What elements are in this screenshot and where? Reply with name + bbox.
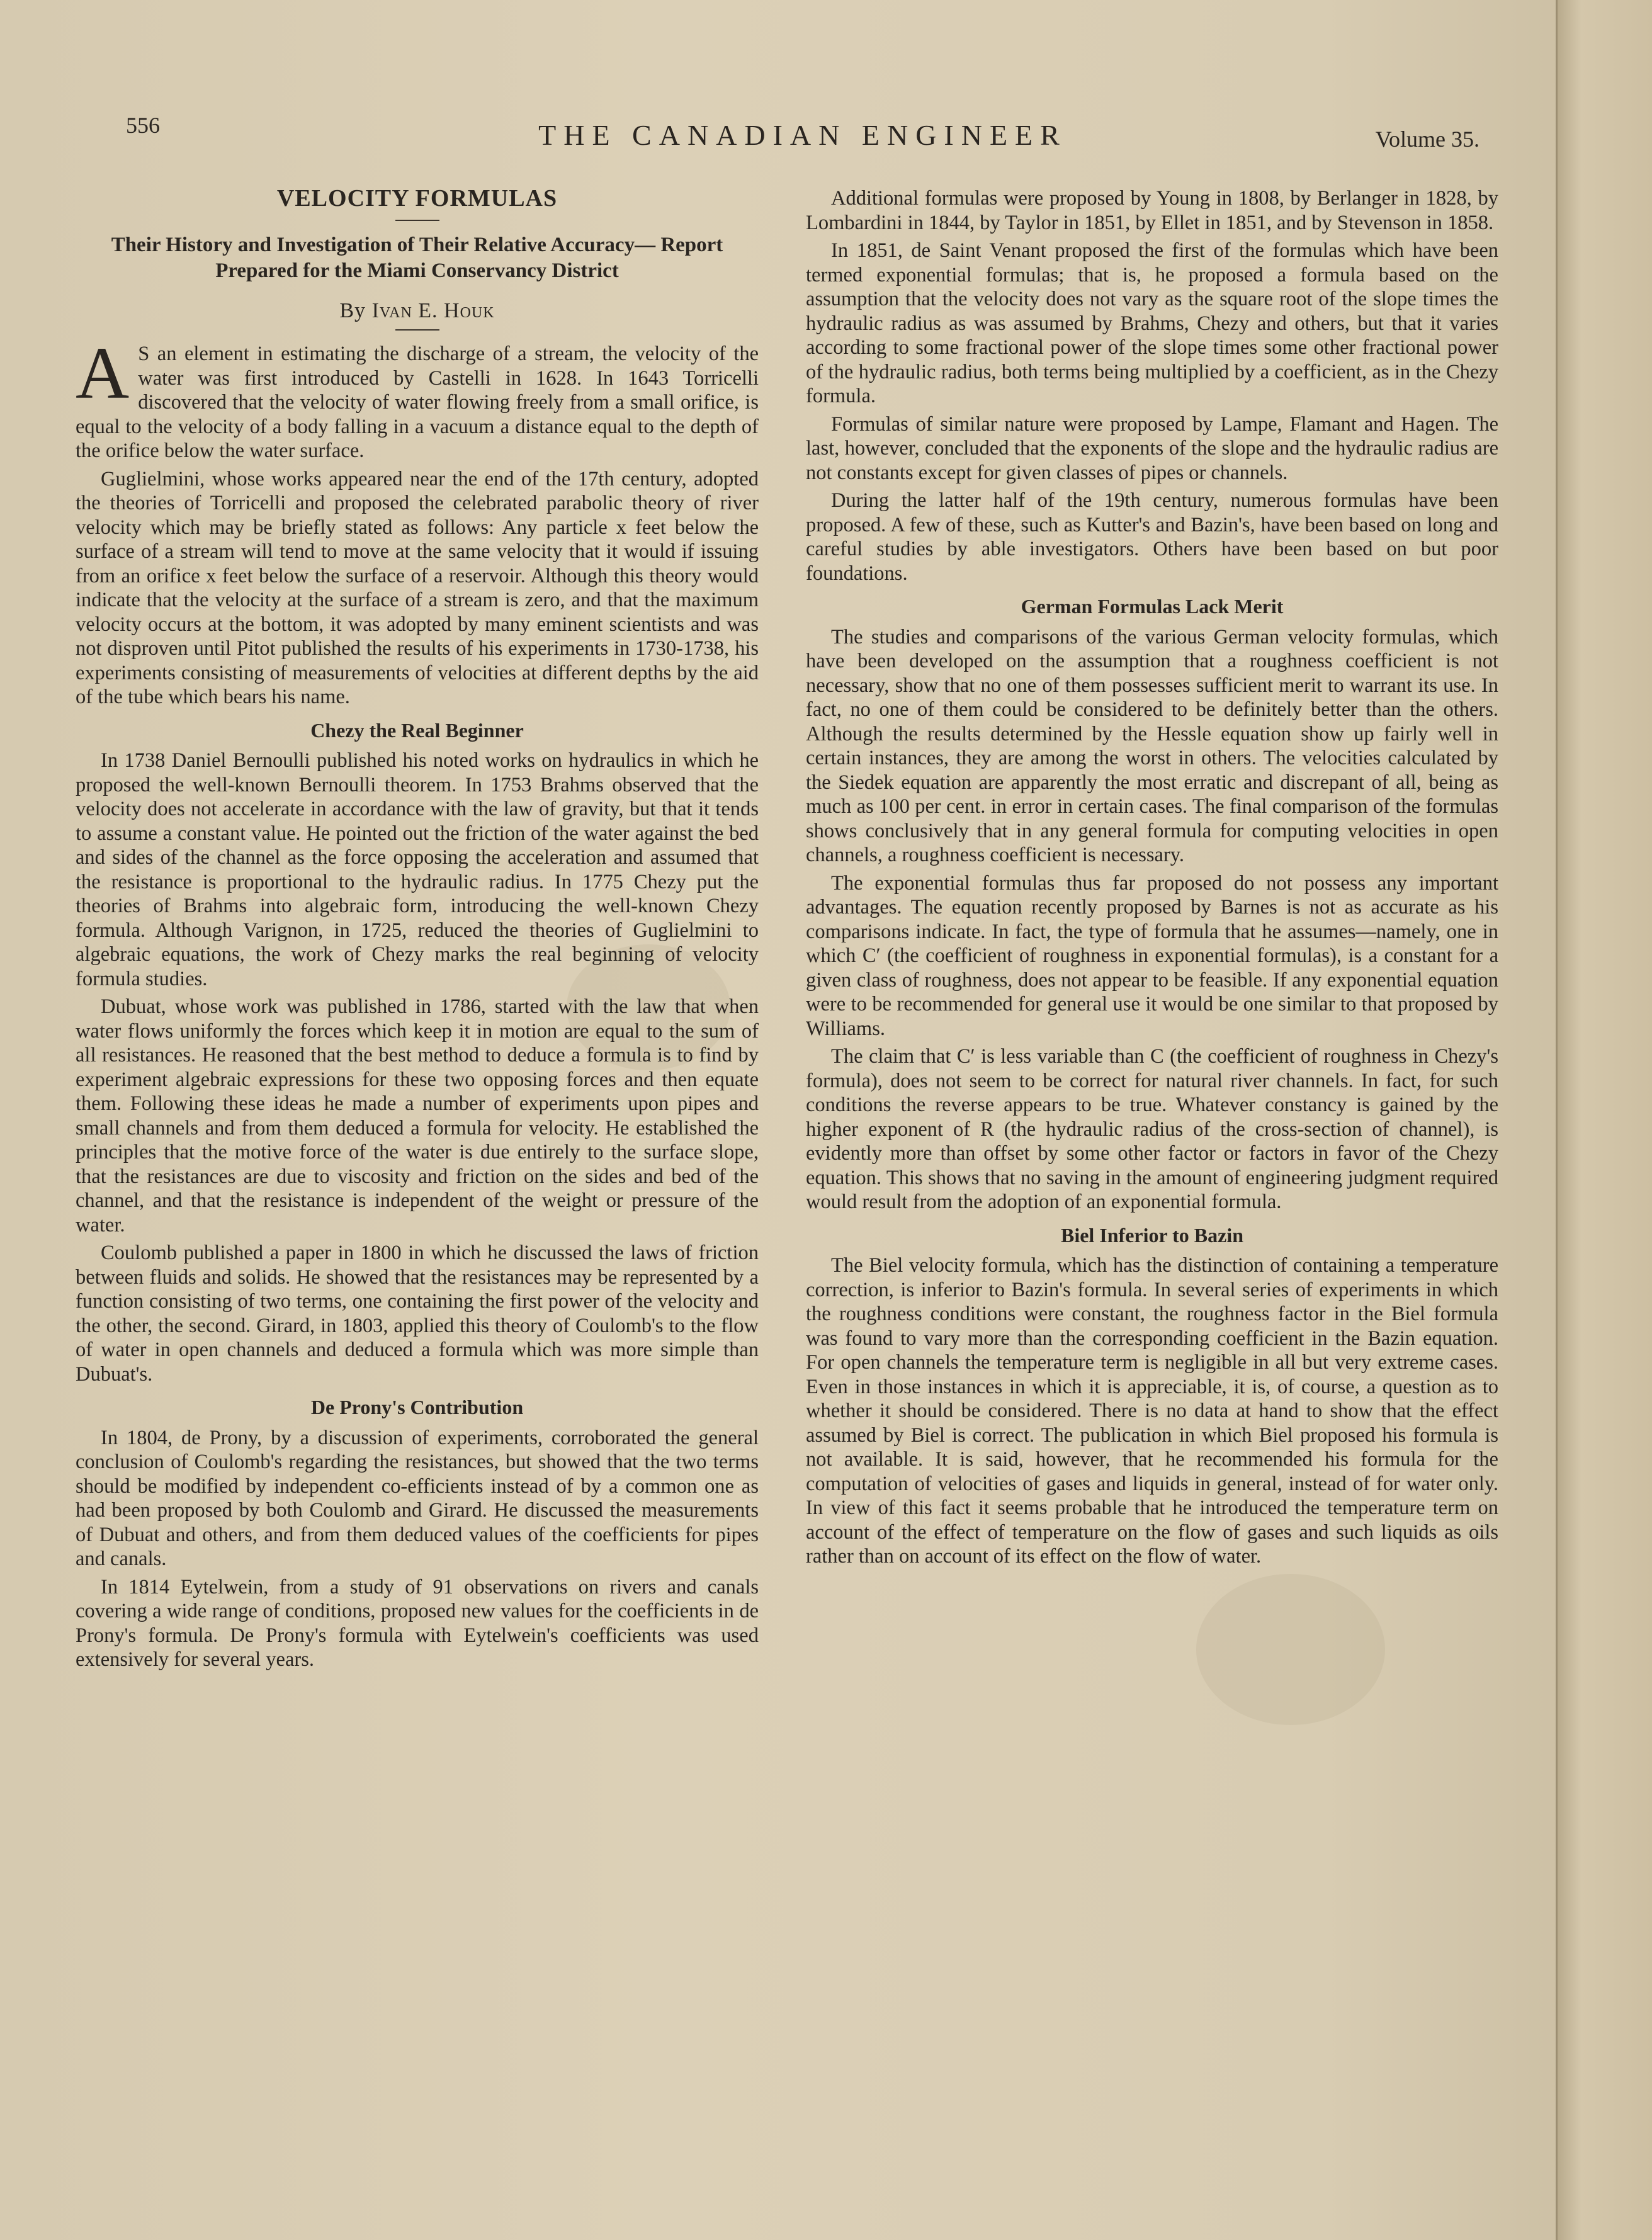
byline-rule [395,329,439,331]
paragraph-biel: The Biel velocity formula, which has the distinction of containing a temperature correction, is inferior to Bazin's formula. In several series of experiments in which the roughness conditions were constant, the roughness factor in the Biel formula was found to vary more than the corresponding coefficient in the Bazin equation. For open channels the temperature term is negligible in all but very extreme cases. Even in those instances in which it is appreciable, it is, of course, a question as to whether it should be considered. There is no data at hand to show that the effect assumed by Biel is correct. The publication in which Biel proposed his formula is not available. It is said, however, that he recommended his formula for the computation of velocities of gases and liquids in general, instead of for water only. In view of this fact it seems probable that he introduced the temperature term on account of the effect of temperature on the flow of gases and such liquids as oils rather than on account of its effect on the flow of water. [806,1254,1498,1568]
paragraph-saint-venant: In 1851, de Saint Venant proposed the first of the formulas which have been termed exponential formulas; that is, he proposed a formula based on the assumption that the velocity does not vary as the square root of the slope times the hydraulic radius as was assumed by Brahms, Chezy and others, but that it varies according to some fractional power of the slope times some other fractional power of the hydraulic radius, both terms being multiplied by a coefficient, as in the Chezy formula. [806,239,1498,407]
byline-by: By [339,298,366,322]
paragraph-claim: The claim that C′ is less variable than C (the coefficient of roughness in Chezy's formula), does not seem to be correct for natural river channels. In fact, for such conditions the reverse appears to be true. Whatever constancy is gained by the higher exponent of R (the hydraulic radius of the cross-section of channel), is evidently more than offset by some other factor or factors in favor of the Chezy equation. This shows that no saving in the amount of engineering judgment required would result from the adoption of an exponential formula. [806,1045,1498,1213]
section-heading-german: German Formulas Lack Merit [1021,595,1284,618]
paragraph-prony: In 1804, de Prony, by a discussion of experiments, corroborated the general conclusion of Coulomb's regarding the resistances, but showed that the two terms should be modified by independent co-efficients instead of by a common one as had been proposed by both Coulomb and Girard. He discussed the measurements of Dubuat and others, and from them deduced values of the coefficients for pipes and canals. [76,1426,759,1570]
title-rule [395,220,439,221]
left-column [76,186,759,1676]
article-byline [76,299,759,324]
paper-stain [1196,1574,1385,1725]
paragraph-lampe: Formulas of similar nature were proposed by Lampe, Flamant and Hagen. The last, however, concluded that the exponents of the slope and the hydraulic radius are not constants except for given classes of pipes or channels. [806,412,1498,484]
article-title: VELOCITY FORMULAS [276,185,558,212]
drop-cap: A [76,332,130,414]
section-heading-biel: Biel Inferior to Bazin [1060,1223,1244,1247]
page-header [126,112,1479,156]
intro-text: S an element in estimating the discharge of a stream, the velocity of the water was first introduced by Castelli in 1628. In 1643 Torricelli discovered that the velocity of water flowing freely from a small orifice, is equal to the velocity of a body falling in a vacuum a distance equal to the depth of the orifice below the water surface. [76,342,759,462]
paragraph-coulomb: Coulomb published a paper in 1800 in which he discussed the laws of friction between fluids and solids. He showed that the resistances may be represented by a function consisting of two terms, one containing the first power of the velocity and the other, the second. Girard, in 1803, applied this theory of Coulomb's to the flow of water in open channels and deduced a formula which was more simple than Dubuat's. [76,1242,759,1386]
page-number: 556 [126,113,160,138]
right-column [806,186,1498,1573]
article-subtitle: Their History and Investigation of Their Relative Accuracy— Report Prepared for the Miami Conservancy District [111,233,723,282]
paragraph-dubuat: Dubuat, whose work was published in 1786, started with the law that when water flows uniformly the forces which keep it in motion are equal to the sum of all resistances. He reasoned that the best method to deduce a formula is to find by experiment algebraic expressions for these two opposing forces and then equate them. Following these ideas he made a number of experiments upon pipes and small channels and from them deduced a formula for velocity. He established the principles that the motive force of the water is due entirely to the surface slope, that the resistances are due to viscosity and friction on the sides and bed of the channel, and that the resistance is independent of the weight or pressure of the water. [76,995,759,1236]
intro-paragraph [76,332,759,463]
author-name: Ivan E. Houk [371,298,495,322]
paragraph-german: The studies and comparisons of the various German velocity formulas, which have been developed on the assumption that a roughness coefficient is not necessary, show that no one of them possesses sufficient merit to warrant its use. In fact, no one of them could be considered to be definitely better than the others. Although the results determined by the Hessle equation show up fairly well in certain instances, they are among the worst in others. The velocities calculated by the Siedek equation are apparently the most erratic and discrepant of all, being as much as 100 per cent. in error in certain cases. The final comparison of the formulas shows conclusively that in any general formula for computing velocities in open channels, a roughness coefficient is necessary. [806,625,1498,866]
paragraph-latter-half: During the latter half of the 19th century, numerous formulas have been proposed. A few of these, such as Kutter's and Bazin's, have been based on long and careful studies by able investigators. Others have been based on but poor foundations. [806,489,1498,585]
paragraph-exponential: The exponential formulas thus far proposed do not possess any important advantages. The equation recently proposed by Barnes is not as accurate as his comparisons indicate. In fact, the type of formula that he assumes—namely, one in which C′ (the coefficient of roughness in exponential formulas), is a constant for a given class of roughness, does not appear to be feasible. If any exponential equation were to be recommended for general use it would be one similar to that proposed by Williams. [806,871,1498,1040]
volume-label: Volume 35. [1375,127,1479,152]
paragraph-bernoulli: In 1738 Daniel Bernoulli published his noted works on hydraulics in which he proposed the well-known Bernoulli theorem. In 1753 Brahms observed that the velocity does not accelerate in accordance with the law of gravity, but that it tends to assume a constant value. He pointed out the friction of the water against the bed and sides of the channel as the force opposing the acceleration and assumed that the resistance is proportional to the hydraulic radius. In 1775 Chezy put the theories of Brahms into algebraic form, introducing the well-known Chezy formula. Although Varignon, in 1725, reduced the theories of Guglielmini to algebraic equations, the work of Chezy marks the real beginning of velocity formula studies. [76,749,759,990]
book-spine-edge [1556,0,1652,2240]
paragraph-additional: Additional formulas were proposed by Young in 1808, by Berlanger in 1828, by Lombardini in 1844, by Taylor in 1851, by Ellet in 1851, and by Stevenson in 1858. [806,187,1498,234]
paragraph-eytelwein: In 1814 Eytelwein, from a study of 91 observations on rivers and canals covering a wide range of conditions, proposed new values for the coefficients in de Prony's formula. De Prony's formula with Eytelwein's coefficients was used extensively for several years. [76,1575,759,1671]
section-heading-chezy: Chezy the Real Beginner [310,718,524,742]
journal-title: THE CANADIAN ENGINEER [538,119,1067,151]
paragraph-guglielmini: Guglielmini, whose works appeared near the end of the 17th century, adopted the theories of Torricelli and proposed the celebrated parabolic theory of river velocity which may be briefly stated as follows: Any particle x feet below the surface of a stream will tend to move at the same velocity that it would if issuing from an orifice x feet below the surface of a reservoir. Although this theory would indicate that the velocity at the surface of a stream is zero, and that the maximum velocity occurs at the bottom, it was adopted by many eminent scientists and was not disproven until Pitot published the results of his experiments in 1730-1738, his experiments consisting of measurements of velocities at different depths by the aid of the tube which bears his name. [76,467,759,708]
section-heading-prony: De Prony's Contribution [310,1396,524,1418]
